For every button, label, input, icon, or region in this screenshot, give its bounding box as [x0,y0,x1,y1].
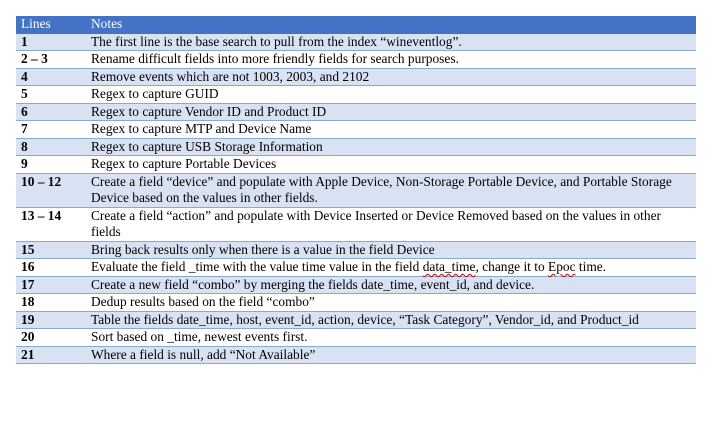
row-lines: 17 [16,276,86,294]
row-lines: 7 [16,121,86,139]
notes-text: time. [575,259,607,274]
row-notes: Create a new field “combo” by merging the fields date_time, event_id, and device. [86,276,696,294]
row-notes: Create a field “device” and populate with Apple Device, Non-Storage Portable Device, and Portable Storage Device based on the values in other fields. [86,173,696,207]
notes-table [16,16,696,364]
table-row [16,311,696,329]
row-notes: The first line is the base search to pull from the index “wineventlog”. [86,33,696,51]
notes-table-container [16,16,696,364]
row-lines: 9 [16,156,86,174]
spellcheck-underlined-text: data_time [422,259,476,274]
header-lines: Lines [16,16,86,33]
table-row [16,241,696,259]
row-notes: Regex to capture Portable Devices [86,156,696,174]
row-lines: 21 [16,346,86,364]
row-lines: 20 [16,329,86,347]
table-row [16,121,696,139]
table-row [16,103,696,121]
table-row [16,276,696,294]
row-notes: Regex to capture USB Storage Information [86,138,696,156]
row-notes: Where a field is null, add “Not Available” [86,346,696,364]
table-row [16,294,696,312]
notes-text: , change it to [475,259,549,274]
notes-text: Evaluate the field _time with the value time value in the field [91,259,423,274]
row-notes: Regex to capture MTP and Device Name [86,121,696,139]
table-row [16,86,696,104]
row-lines: 8 [16,138,86,156]
row-lines: 18 [16,294,86,312]
table-row [16,329,696,347]
row-lines: 16 [16,259,86,277]
row-notes: Dedup results based on the field “combo” [86,294,696,312]
row-lines: 1 [16,33,86,51]
row-notes: Sort based on _time, newest events first. [86,329,696,347]
spellcheck-underlined-text: Epoc [548,259,576,274]
row-notes: Remove events which are not 1003, 2003, and 2102 [86,68,696,86]
row-notes: Table the fields date_time, host, event_id, action, device, “Task Category”, Vendor_id, and Product_id [86,311,696,329]
row-lines: 10 – 12 [16,173,86,207]
table-header-row [16,16,696,33]
row-notes: Rename difficult fields into more friendly fields for search purposes. [86,51,696,69]
row-notes: Regex to capture Vendor ID and Product ID [86,103,696,121]
table-row [16,207,696,241]
table-row [16,156,696,174]
table-row [16,51,696,69]
table-row [16,33,696,51]
table-row [16,138,696,156]
row-notes: Regex to capture GUID [86,86,696,104]
row-lines: 5 [16,86,86,104]
header-notes: Notes [86,16,696,33]
row-notes: Bring back results only when there is a value in the field Device [86,241,696,259]
row-lines: 2 – 3 [16,51,86,69]
row-notes: Create a field “action” and populate with Device Inserted or Device Removed based on the values in other fields [86,207,696,241]
row-lines: 19 [16,311,86,329]
table-row [16,259,696,277]
row-lines: 6 [16,103,86,121]
row-lines: 4 [16,68,86,86]
row-lines: 15 [16,241,86,259]
table-row [16,173,696,207]
row-notes [86,259,696,277]
row-lines: 13 – 14 [16,207,86,241]
table-row [16,346,696,364]
table-row [16,68,696,86]
